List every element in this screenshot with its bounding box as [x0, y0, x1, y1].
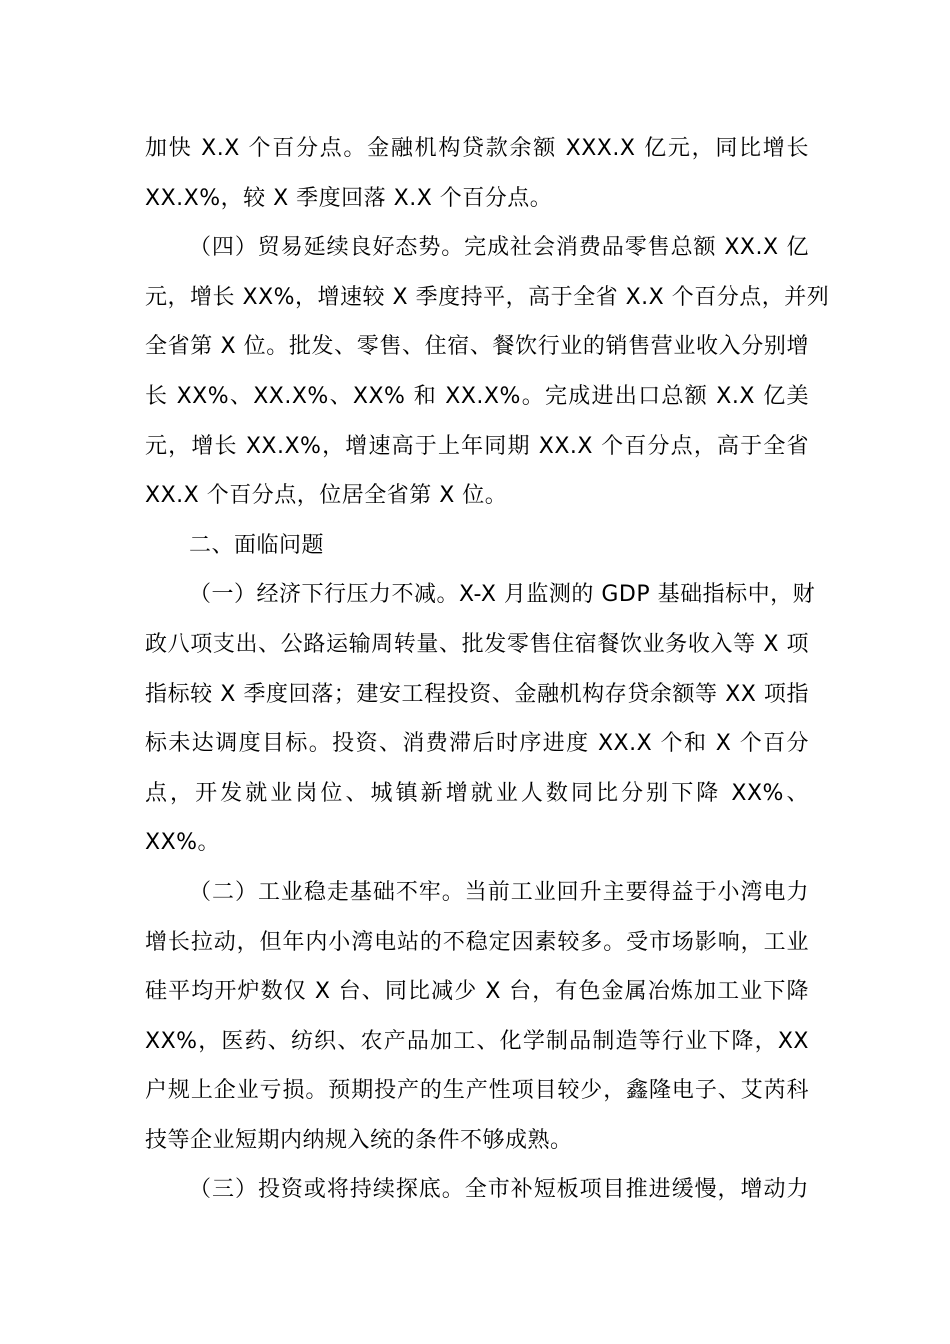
section-heading: 二、面临问题 [189, 532, 325, 558]
paragraph-line: 点，开发就业岗位、城镇新增就业人数同比分别下降 XX%、 [145, 780, 809, 806]
paragraph-line: （四）贸易延续良好态势。完成社会消费品零售总额 XX.X 亿 [189, 235, 809, 261]
paragraph-line: XX%。 [145, 830, 221, 856]
paragraph-line: 户规上企业亏损。预期投产的生产性项目较少，鑫隆电子、艾芮科 [145, 1078, 809, 1104]
paragraph-line: 元，增长 XX%，增速较 X 季度持平，高于全省 X.X 个百分点，并列 [145, 284, 830, 310]
paragraph-line: XX.X 个百分点，位居全省第 X 位。 [145, 483, 508, 509]
paragraph-line: 政八项支出、公路运输周转量、批发零售住宿餐饮业务收入等 X 项 [145, 631, 809, 657]
paragraph-line: 技等企业短期内纳规入统的条件不够成熟。 [145, 1127, 573, 1153]
paragraph-line: 加快 X.X 个百分点。金融机构贷款余额 XXX.X 亿元，同比增长 [145, 136, 809, 161]
paragraph-line: （二）工业稳走基础不牢。当前工业回升主要得益于小湾电力 [189, 879, 809, 905]
paragraph-line: 长 XX%、XX.X%、XX% 和 XX.X%。完成进出口总额 X.X 亿美 [145, 383, 809, 409]
paragraph-line: （三）投资或将持续探底。全市补短板项目推进缓慢，增动力 [189, 1177, 809, 1203]
paragraph-line: （一）经济下行压力不减。X-X 月监测的 GDP 基础指标中，财 [189, 582, 816, 608]
paragraph-line: 全省第 X 位。批发、零售、住宿、餐饮行业的销售营业收入分别增 [145, 334, 809, 360]
paragraph-line: XX.X%，较 X 季度回落 X.X 个百分点。 [145, 185, 553, 211]
paragraph-line: 硅平均开炉数仅 X 台、同比减少 X 台，有色金属冶炼加工业下降 [145, 979, 809, 1005]
paragraph-line: 标未达调度目标。投资、消费滞后时序进度 XX.X 个和 X 个百分 [145, 731, 809, 757]
document-page [145, 124, 830, 1215]
paragraph-line: 元，增长 XX.X%，增速高于上年同期 XX.X 个百分点，高于全省 [145, 433, 809, 459]
paragraph-line: 增长拉动，但年内小湾电站的不稳定因素较多。受市场影响，工业 [145, 929, 809, 955]
paragraph-line: XX%，医药、纺织、农产品加工、化学制品制造等行业下降，XX [145, 1028, 809, 1054]
paragraph-line: 指标较 X 季度回落；建安工程投资、金融机构存贷余额等 XX 项指 [145, 681, 809, 707]
